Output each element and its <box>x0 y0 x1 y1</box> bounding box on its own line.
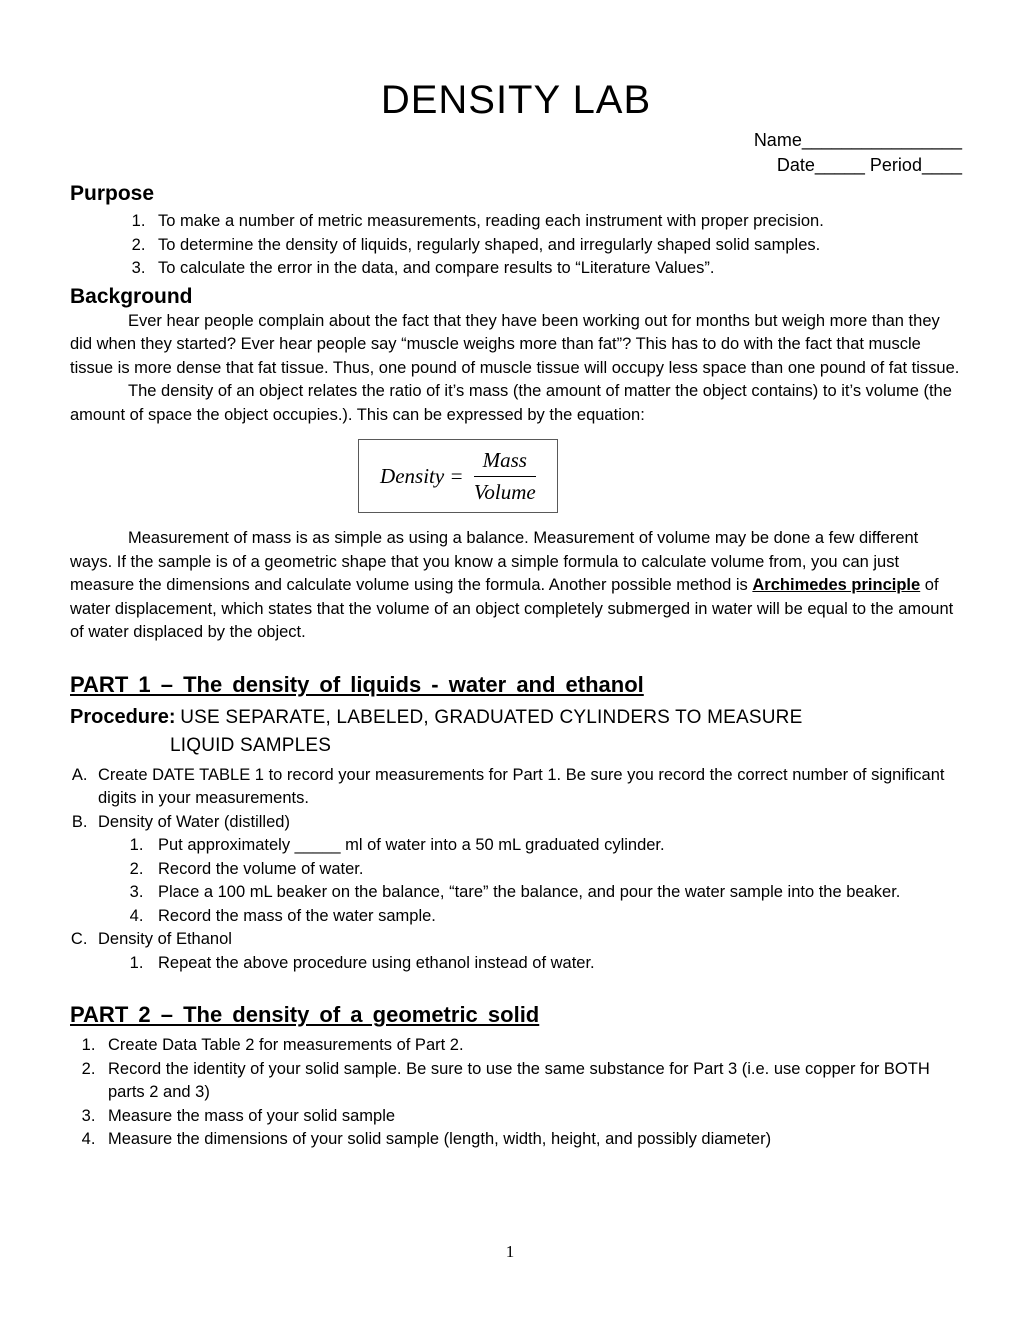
document-title: DENSITY LAB <box>380 78 652 122</box>
page-number: 1 <box>505 1242 515 1261</box>
date-period-line: Date_____ Period____ <box>776 155 962 175</box>
ethanol-step: 1. Repeat the above procedure using ethanol instead of water. <box>148 952 962 976</box>
part2-step-list <box>70 1034 962 1152</box>
background-paragraph-2: The density of an object relates the ratio of it’s mass (the amount of matter the object contains) to it’s volume (the amount of space the object occupies.). This can be expressed by the equation: <box>70 382 952 424</box>
part2-step: 3. Measure the mass of your solid sample <box>100 1105 962 1129</box>
procedure-line <box>70 704 962 732</box>
part2-heading: PART 2 – The density of a geometric solid <box>70 1002 540 1027</box>
purpose-item: 3. To calculate the error in the data, and compare results to “Literature Values”. <box>150 257 962 281</box>
procedure-label: Procedure: <box>70 705 176 728</box>
water-step: 3. Place a 100 mL beaker on the balance, “tare” the balance, and pour the water sample into the beaker. <box>148 881 962 905</box>
procedure-instruction: USE SEPARATE, LABELED, GRADUATED CYLINDERS TO MEASURE <box>180 706 803 728</box>
part1-step-list <box>70 764 962 976</box>
equation-denominator: Volume <box>473 479 536 504</box>
purpose-list <box>70 210 962 281</box>
ethanol-steps-list <box>98 952 962 976</box>
equation-lhs: Density = <box>380 463 464 488</box>
paragraph-text: Measurement of mass is as simple as using a balance. Measurement of volume may be done a few different ways. If the sample is of a geometric shape that you know a simple formula to calculate volume from, you can just measure the dimensions and calculate volume using the formula. Another possible method is <box>70 529 919 594</box>
part2-step: 4. Measure the dimensions of your solid sample (length, width, height, and possibly diameter) <box>100 1128 962 1152</box>
archimedes-principle-term: Archimedes principle <box>752 576 921 594</box>
density-equation-box <box>358 439 558 513</box>
part1-item-b <box>92 811 962 929</box>
name-line: Name________________ <box>753 130 962 150</box>
purpose-item: 2. To determine the density of liquids, regularly shaped, and irregularly shaped solid samples. <box>150 234 962 258</box>
equation-fraction <box>474 448 536 503</box>
part1-item-c <box>92 928 962 975</box>
part1-item-c-title: Density of Ethanol <box>98 930 232 948</box>
background-heading: Background <box>70 284 193 308</box>
part2-step: 1. Create Data Table 2 for measurements of Part 2. <box>100 1034 962 1058</box>
part1-item-b-title: Density of Water (distilled) <box>98 812 290 831</box>
part1-heading: PART 1 – The density of liquids - water and ethanol <box>70 671 644 697</box>
student-id-block <box>70 128 962 178</box>
part2-step: 2. Record the identity of your solid sample. Be sure to use the same substance for Part 3 (i.e. use copper for BOTH parts 2 and 3) <box>100 1058 962 1105</box>
equation-numerator: Mass <box>474 448 536 476</box>
procedure-instruction-continued: LIQUID SAMPLES <box>170 734 332 756</box>
purpose-heading: Purpose <box>70 182 155 205</box>
water-step: 2. Record the volume of water. <box>148 858 962 882</box>
water-step: 1. Put approximately _____ ml of water into a 50 mL graduated cylinder. <box>148 834 962 858</box>
background-paragraph-3 <box>70 527 962 645</box>
paragraph-text: of water displacement, which states that the volume of an object completely submerged in water will be equal to the amount of water displaced by the object. <box>70 576 954 641</box>
water-steps-list <box>98 834 962 928</box>
part1-item-a: A. Create DATE TABLE 1 to record your measurements for Part 1. Be sure you record the correct number of significant digits in your measurements. <box>92 764 962 811</box>
water-step: 4. Record the mass of the water sample. <box>148 905 962 929</box>
purpose-item: 1. To make a number of metric measurements, reading each instrument with proper precision. <box>150 210 962 234</box>
background-paragraph-1: Ever hear people complain about the fact that they have been working out for months but weigh more than they did when they started? Ever hear people say “muscle weighs more than fat”? This has to do with the fact that muscle tissue is more dense that fat tissue. Thus, one pound of muscle tissue will occupy less space than one pound of fat tissue. <box>70 311 960 377</box>
